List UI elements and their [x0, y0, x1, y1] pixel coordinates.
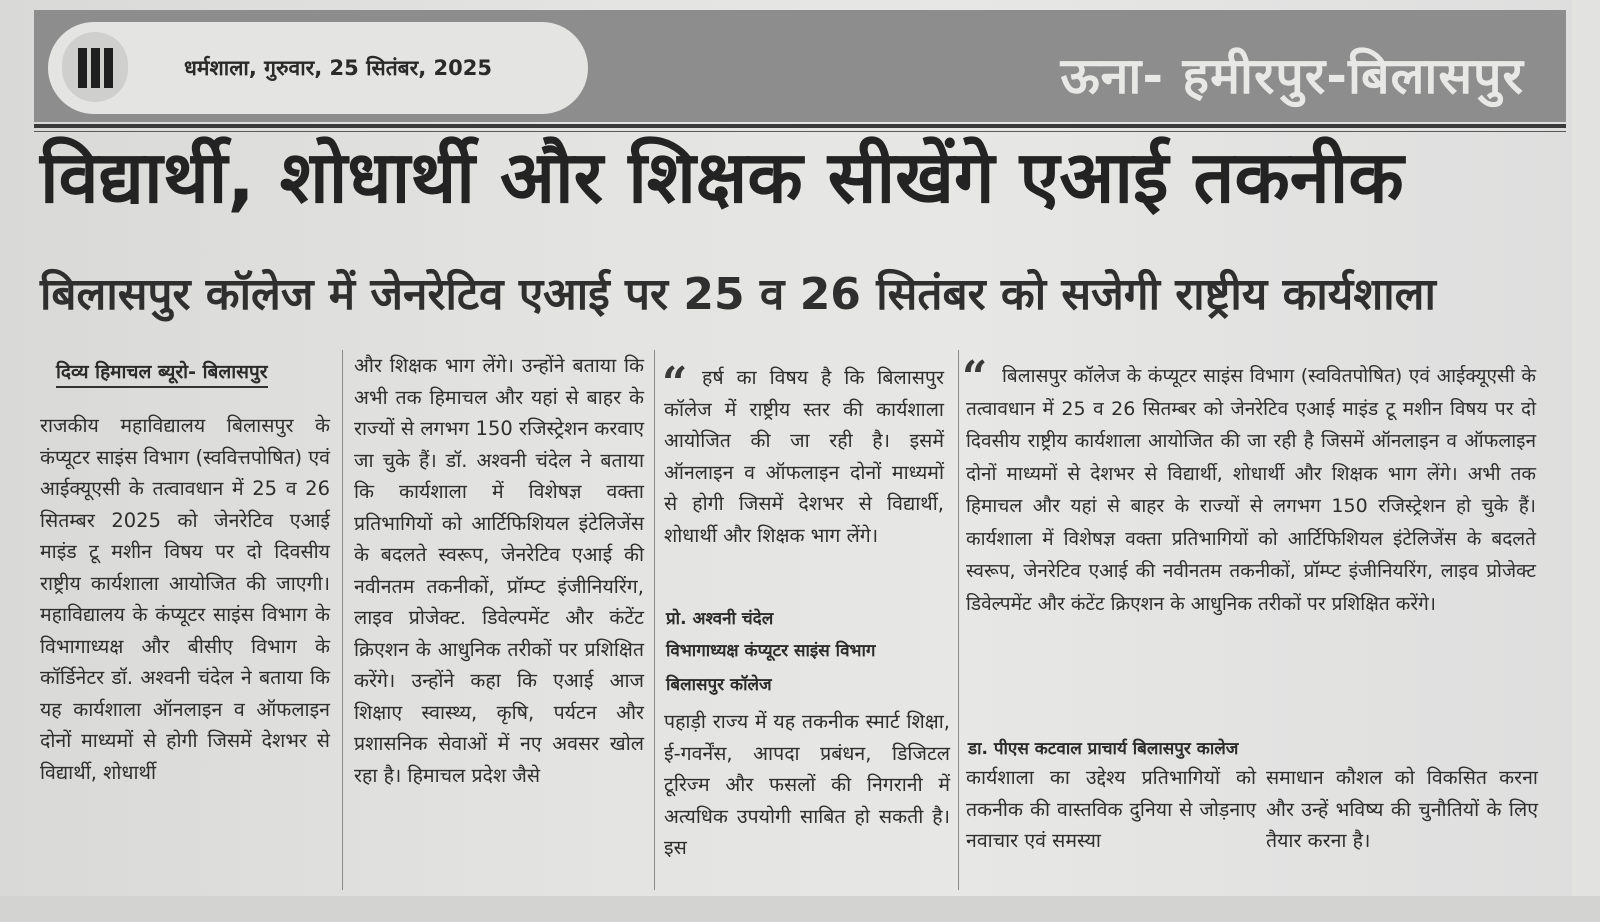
column-divider: [654, 350, 655, 890]
quote-box-2-text: बिलासपुर कॉलेज के कंप्यूटर साइंस विभाग (स्ववितपोषित) एवं आईक्यूएसी के तत्वावधान में 25 व 26 सितम्बर को जेनरेटिव एआई माइंड टू मशीन विषय पर दो दिवसीय राष्ट्रीय कार्यशाला आयोजित की जा रही है जिसमें ऑनलाइन व ऑफलाइन दोनों माध्यमों से देशभर से विद्यार्थी, शोधार्थी और शिक्षक भाग लेंगे। अभी तक हिमाचल और यहां से बाहर के राज्यों से लगभग 150 रजिस्ट्रेशन हो चुके हैं। कार्यशाला में विशेषज्ञ वक्ता प्रतिभागियों को आर्टिफिशियल इंटेलिजेंस के बदलते स्वरूप, जेनरेटिव एआई की नवीनतम तकनीकों, प्रॉम्प्ट इंजीनियरिंग, लाइव प्रोजेक्ट डिवेल्पमेंट और कंटेंट क्रिएशन के आधुनिक तरीकों पर प्रशिक्षित करेंगे।: [966, 365, 1536, 615]
article-subheadline: बिलासपुर कॉलेज में जेनरेटिव एआई पर 25 व 26 सितंबर को सजेगी राष्ट्रीय कार्यशाला: [40, 269, 1436, 320]
section-title: ऊना- हमीरपुर-बिलासपुर: [1060, 47, 1524, 105]
article-column-1: राजकीय महाविद्यालय बिलासपुर के कंप्यूटर साइंस विभाग (स्ववित्तपोषित) एवं आईक्यूएसी के तत्वावधान में 25 व 26 सितम्बर 2025 को जेनरेटिव एआई माइंड टू मशीन विषय पर दो दिवसीय राष्ट्रीय कार्यशाला आयोजित की जाएगी। महाविद्यालय के कंप्यूटर साइंस विभाग के विभागाध्यक्ष और बीसीए विभाग के कॉर्डिनेटर डॉ. अश्वनी चंदेल ने बताया कि यह कार्यशाला ऑनलाइन व ऑफलाइन दोनों माध्यमों से होगी जिसमें देशभर से विद्यार्थी, शोधार्थी: [40, 414, 330, 784]
article-headline: विद्यार्थी, शोधार्थी और शिक्षक सीखेंगे एआई तकनीक: [40, 135, 1404, 219]
masthead-rule: [34, 124, 1566, 128]
quote-author-name: प्रो. अश्वनी चंदेल: [666, 609, 774, 629]
newspaper-logo-icon: [62, 32, 128, 102]
byline: दिव्य हिमाचल ब्यूरो- बिलासपुर: [56, 358, 268, 388]
column-divider: [342, 350, 343, 890]
quote-author-institution: बिलासपुर कॉलेज: [666, 675, 772, 695]
article-column-4a: कार्यशाला का उद्देश्य प्रतिभागियों को तकनीक की वास्तविक दुनिया से जोड़नाए नवाचार एवं समस्या: [966, 766, 1256, 852]
article-column-3: पहाड़ी राज्य में यह तकनीक स्मार्ट शिक्षा, ई-गवर्नेंस, आपदा प्रबंधन, डिजिटल टूरिज्म और फसलों की निगरानी में अत्यधिक उपयोगी साबित हो सकती है। इस: [664, 710, 950, 859]
quote-box-1-text: हर्ष का विषय है कि बिलासपुर कॉलेज में राष्ट्रीय स्तर की कार्यशाला आयोजित की जा रही है। इसमें ऑनलाइन व ऑफलाइन दोनों माध्यमों से होगी जिसमें देशभर से विद्यार्थी, शोधार्थी और शिक्षक भाग लेंगे।: [664, 366, 944, 547]
masthead-rule-thin: [34, 131, 1566, 132]
quote-mark-icon: “: [662, 358, 688, 409]
article-column-2: और शिक्षक भाग लेंगे। उन्होंने बताया कि अभी तक हिमाचल और यहां से बाहर के राज्यों से लगभग 150 रजिस्ट्रेशन करवाए जा चुके हैं। डॉ. अश्वनी चंदेल ने बताया कि कार्यशाला में विशेषज्ञ वक्ता प्रतिभागियों को आर्टिफिशियल इंटेलिजेंस के बदलते स्वरूप, जेनरेटिव एआई की नवीनतम तकनीकों, प्रॉम्प्ट इंजीनियरिंग, लाइव प्रोजेक्ट. डिवेल्पमेंट और कंटेंट क्रिएशन के आधुनिक तरीकों पर प्रशिक्षित करेंगे। उन्होंने कहा कि एआई आज शिक्षाए स्वास्थ्य, कृषि, पर्यटन और प्रशासनिक सेवाओं में नए अवसर खोल रहा है। हिमाचल प्रदेश जैसे: [354, 354, 644, 787]
dateline: धर्मशाला, गुरुवार, 25 सितंबर, 2025: [184, 56, 492, 80]
page-edge: [1572, 0, 1600, 922]
quote-author-designation: विभागाध्यक्ष कंप्यूटर साइंस विभाग: [666, 641, 876, 661]
quote-mark-icon: “: [962, 352, 988, 403]
quote-signature: डा. पीएस कटवाल प्राचार्य बिलासपुर कालेज: [968, 739, 1239, 759]
column-divider: [958, 350, 959, 890]
article-column-4b: समाधान कौशल को विकसित करना और उन्हें भविष्य की चुनौतियों के लिए तैयार करना है।: [1266, 766, 1538, 852]
page-bottom-edge: [0, 896, 1600, 922]
